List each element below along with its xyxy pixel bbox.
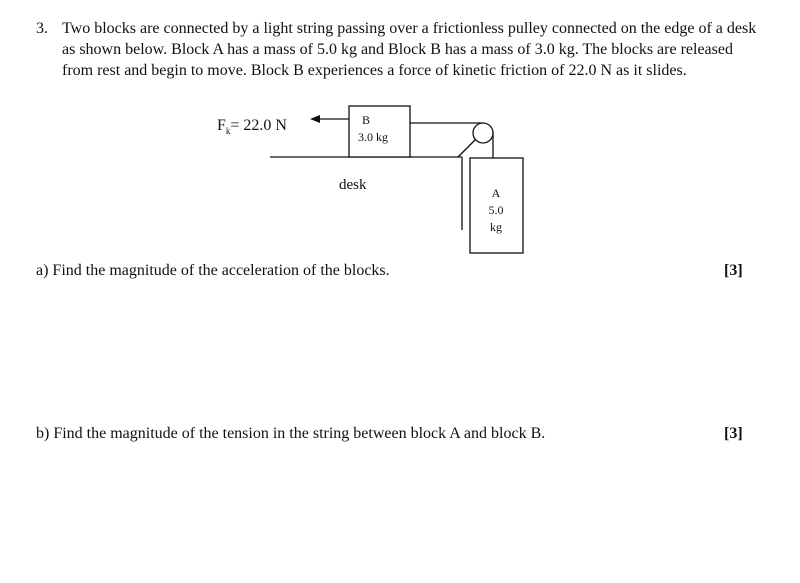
friction-subscript: k bbox=[225, 126, 231, 136]
pulley-wheel bbox=[473, 123, 493, 143]
block-b-name: B bbox=[362, 113, 371, 127]
question-number: 3. bbox=[36, 20, 48, 37]
block-a-mass-value: 5.0 bbox=[488, 203, 504, 217]
block-a-name: A bbox=[491, 186, 501, 200]
block-a-mass-unit: kg bbox=[490, 220, 502, 234]
desk-label: desk bbox=[339, 177, 367, 193]
block-b-mass: 3.0 kg bbox=[358, 130, 388, 144]
question-text: Two blocks are connected by a light string passing over a frictionless pulley connected on the edge of a desk as shown below. Block A has a mass of 5.0 kg and Block B has a mass of 3.0 kg. The blocks are released from rest and begin to move. Block B experiences a force of kinetic friction of 22.0 N as it slides. bbox=[62, 20, 757, 79]
part-b-text: b) Find the magnitude of the tension in the string between block A and block B. bbox=[36, 425, 546, 442]
part-b-marks: [3] bbox=[724, 425, 743, 442]
part-a-text: a) Find the magnitude of the acceleration of the blocks. bbox=[36, 262, 390, 279]
part-a-marks: [3] bbox=[724, 262, 743, 279]
friction-label: $F_k= 22.0$ N bbox=[217, 117, 287, 136]
friction-arrow-head bbox=[310, 115, 320, 123]
